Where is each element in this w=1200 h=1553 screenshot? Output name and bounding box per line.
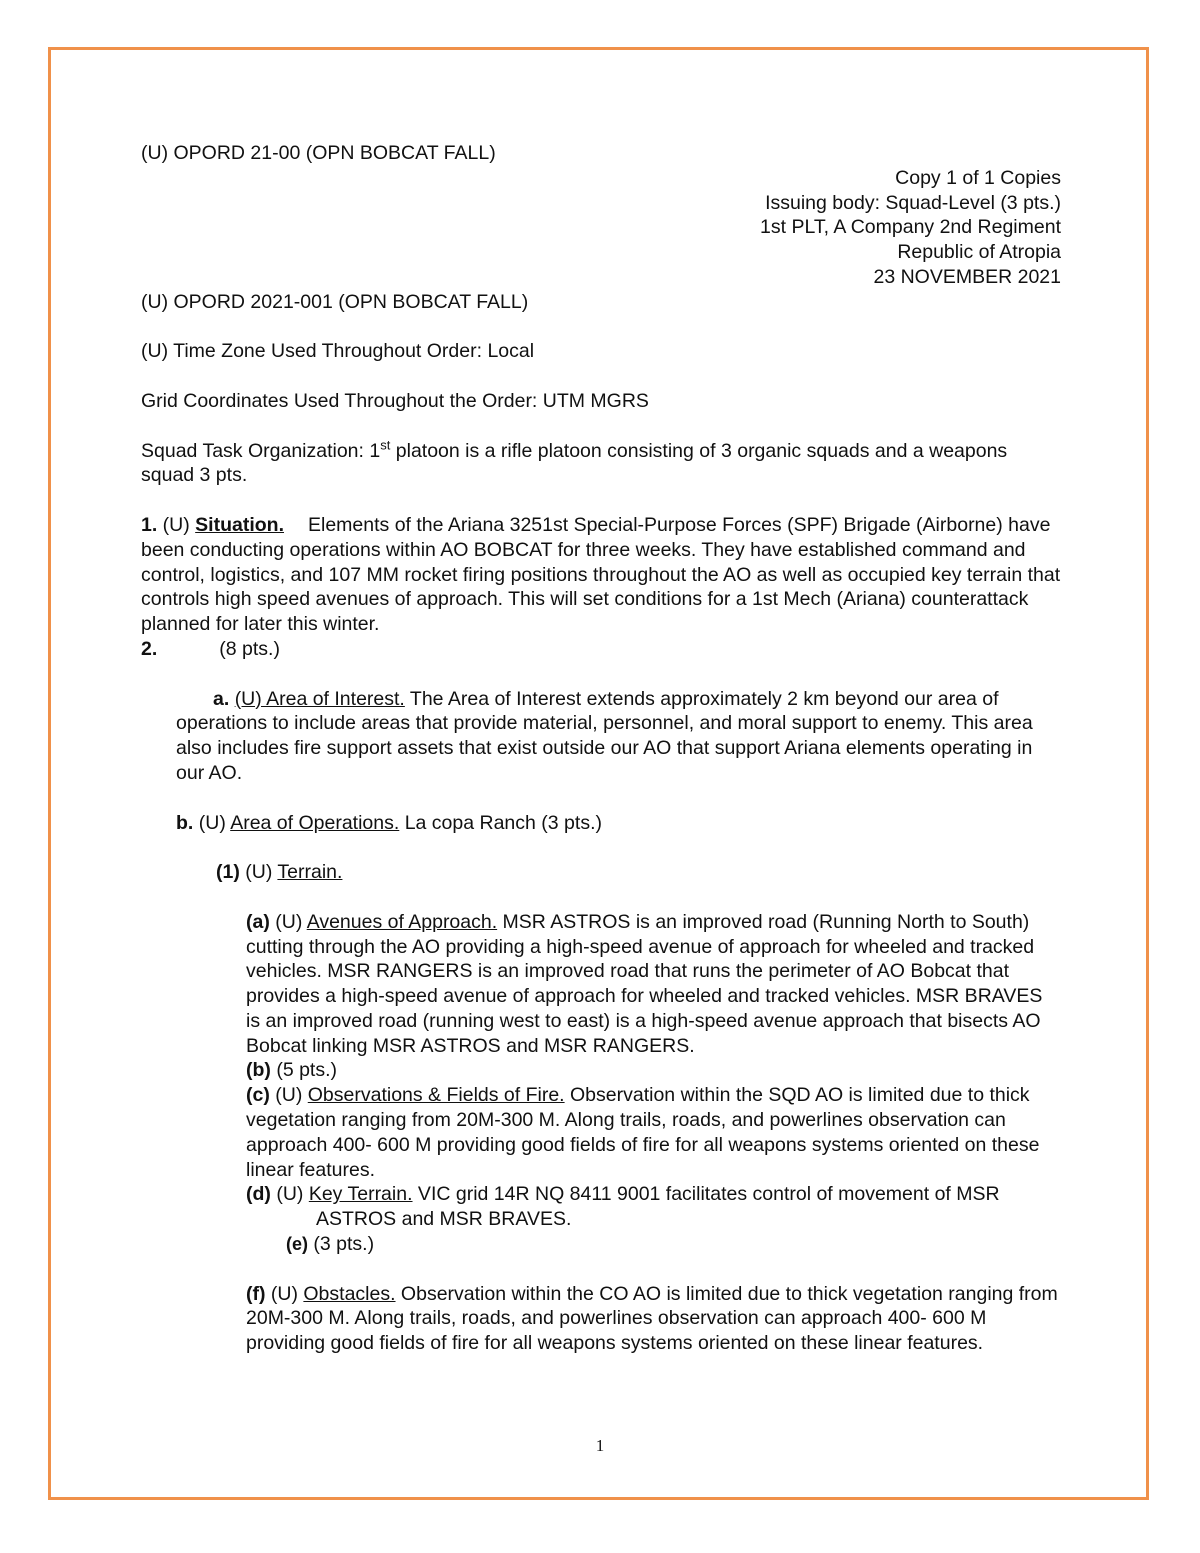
classification-marker: (U) (270, 1183, 309, 1206)
classification-marker: (U) (193, 811, 231, 834)
subparagraph-a-avenues-of-approach (141, 910, 1061, 1059)
task-org-text: Squad Task Organization: 1 (141, 439, 381, 462)
subparagraph-b (141, 1058, 1061, 1083)
issuing-body-line: Issuing body: Squad-Level (3 pts.) (765, 191, 1061, 214)
subparagraph-body: MSR ASTROS is an improved road (Running North to South) cutting through the AO providing a high-speed avenue of approach for wheeled and tracked vehicles. MSR RANGERS is an improved road that runs the perimeter of AO Bobcat that provides a high-speed avenue of approach for wheeled and tracked vehicles. MSR BRAVES is an improved road (running west to east) is a high-speed avenue approach that bisects AO Bobcat linking MSR ASTROS and MSR RANGERS. (246, 910, 1043, 1057)
subparagraph-title: Key Terrain. (308, 1183, 413, 1206)
paragraph-b-area-of-operations (141, 811, 1061, 836)
paragraph-b1-terrain (141, 860, 1061, 885)
classification-marker: (U) (157, 513, 196, 536)
classification-marker: (U) (269, 1084, 308, 1107)
document-body (141, 141, 1061, 1356)
country-line: Republic of Atropia (897, 241, 1061, 264)
classification-marker: (U) (265, 1282, 304, 1305)
subparagraph-f-obstacles (141, 1282, 1061, 1356)
section-number: 1. (141, 513, 158, 536)
subparagraph-label: (e) (286, 1234, 308, 1255)
subparagraph-label: (a) (246, 910, 270, 933)
section-2 (141, 637, 1061, 662)
opord-title: (U) OPORD 2021-001 (OPN BOBCAT FALL) (141, 290, 529, 313)
date-line: 23 NOVEMBER 2021 (873, 265, 1061, 288)
subparagraph-title: Observations & Fields of Fire. (307, 1084, 565, 1107)
paragraph-label: a. (213, 687, 230, 710)
subparagraph-c-observations (141, 1083, 1061, 1182)
subparagraph-body: VIC grid 14R NQ 8411 9001 facilitates control of movement of MSR ASTROS and MSR BRAVES. (316, 1183, 1000, 1231)
document-top-title: (U) OPORD 21-00 (OPN BOBCAT FALL) (141, 142, 496, 164)
section-1-situation (141, 513, 1061, 637)
subparagraph-label: (d) (246, 1183, 271, 1206)
section-points: (8 pts.) (219, 637, 280, 660)
task-org-superscript: st (380, 437, 391, 453)
paragraph-title: (U) Area of Interest. (234, 687, 405, 710)
subparagraph-label: (f) (246, 1282, 266, 1305)
grid-coordinates-line: Grid Coordinates Used Throughout the Order: UTM MGRS (141, 389, 649, 412)
subparagraph-title: Avenues of Approach. (306, 910, 498, 933)
page-number: 1 (595, 1436, 605, 1455)
copy-line: Copy 1 of 1 Copies (895, 166, 1061, 189)
section-number: 2. (141, 637, 158, 660)
subparagraph-e (141, 1232, 1061, 1257)
paragraph-title: Terrain. (277, 861, 343, 884)
subparagraph-title: Obstacles. (303, 1282, 396, 1305)
subparagraph-label: (b) (246, 1059, 271, 1082)
subparagraph-label: (c) (246, 1084, 270, 1107)
subparagraph-body: (3 pts.) (308, 1233, 375, 1256)
subparagraph-d-key-terrain (141, 1182, 1061, 1232)
time-zone-line: (U) Time Zone Used Throughout Order: Local (141, 340, 535, 363)
classification-marker: (U) (239, 861, 278, 884)
header-right-block (141, 166, 1061, 290)
unit-line: 1st PLT, A Company 2nd Regiment (760, 216, 1061, 239)
section-title: Situation. (195, 513, 284, 536)
task-org-text-rest: platoon is a rifle platoon consisting of 3 organic squads and a weapons squad 3 pts. (141, 439, 1008, 487)
paragraph-title: Area of Operations. (230, 811, 400, 834)
paragraph-body: La copa Ranch (3 pts.) (399, 811, 602, 834)
task-organization (141, 439, 1061, 489)
paragraph-label: (1) (216, 861, 240, 884)
paragraph-a-area-of-interest (141, 687, 1061, 786)
subparagraph-body: Observation within the CO AO is limited due to thick vegetation ranging from 20M-300 M. Along trails, roads, and powerlines observation can approach 400- 600 M providing good fields of fire for all weapons systems oriented on these linear features. (246, 1282, 1058, 1355)
section-body: Elements of the Ariana 3251st Special-Purpose Forces (SPF) Brigade (Airborne) have been conducting operations within AO BOBCAT for three weeks. They have established command and control, logistics, and 107 MM rocket firing positions throughout the AO as well as occupied key terrain that controls high speed avenues of approach. This will set conditions for a 1st Mech (Ariana) counterattack planned for later this winter. (141, 513, 1061, 636)
paragraph-body: The Area of Interest extends approximately 2 km beyond our area of operations to include areas that provide material, personnel, and moral support to enemy. This area also includes fire support assets that exist outside our AO that support Ariana elements operating in our AO. (176, 687, 1033, 784)
subparagraph-body: (5 pts.) (270, 1059, 338, 1082)
paragraph-label: b. (176, 811, 194, 834)
subparagraph-body: Observation within the SQD AO is limited due to thick vegetation ranging from 20M-300 M. Along trails, roads, and powerlines observation can approach 400- 600 M providing good fields of fire for all weapons systems oriented on these linear features. (246, 1084, 1040, 1181)
classification-marker: (U) (269, 910, 307, 933)
